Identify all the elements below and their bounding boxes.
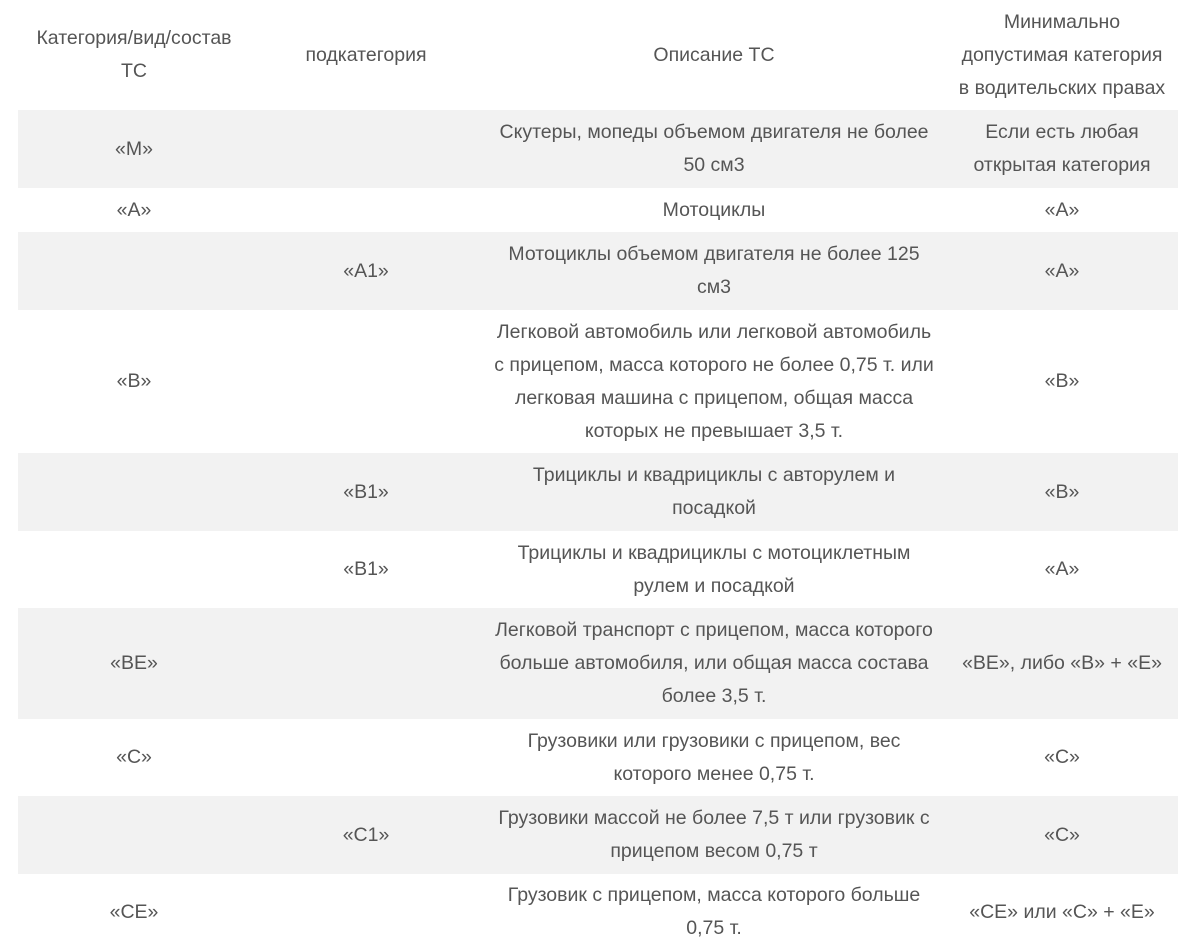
description-cell: Грузовики или грузовики с прицепом, вес которого менее 0,75 т. <box>527 729 901 785</box>
min-category-cell: «B» <box>1044 370 1080 392</box>
subcategory-cell <box>250 110 482 188</box>
category-cell: «A» <box>116 198 152 221</box>
header-description: Описание ТС <box>653 43 775 66</box>
min-category-cell: «C» <box>1044 823 1080 846</box>
min-category-cell: «BE», либо «B» + «E» <box>962 652 1162 674</box>
header-min-category: Минимально допустимая категория в водительских правах <box>958 10 1166 99</box>
category-cell: «BE» <box>110 652 158 674</box>
description-cell: Грузовик с прицепом, масса которого больше 0,75 т. <box>507 884 921 939</box>
table-header <box>18 0 1178 110</box>
subcategory-cell: «A1» <box>343 259 389 282</box>
min-category-cell: «A» <box>1044 198 1080 221</box>
header-row <box>18 0 1178 110</box>
subcategory-cell: «C1» <box>342 823 390 846</box>
table-row <box>18 232 1178 310</box>
description-cell: Легковой транспорт с прицепом, масса которого больше автомобиля, или общая масса состава более 3,5 т. <box>495 619 933 707</box>
description-cell: Грузовики массой не более 7,5 т или грузовик с прицепом весом 0,75 т <box>498 807 930 862</box>
description-cell: Мотоциклы объемом двигателя не более 125 см3 <box>508 243 920 298</box>
description-cell: Трициклы и квадрициклы с мотоциклетным рулем и посадкой <box>517 541 911 597</box>
license-categories-table <box>18 0 1178 950</box>
table-row <box>18 110 1178 188</box>
description-cell: Мотоциклы <box>662 198 766 221</box>
description-cell: Трициклы и квадрициклы с авторулем и посадкой <box>532 464 896 519</box>
category-cell <box>18 453 250 531</box>
category-cell <box>18 796 250 874</box>
table-row <box>18 310 1178 453</box>
table-row <box>18 874 1178 950</box>
category-cell: «B» <box>116 370 152 392</box>
subcategory-cell: «B1» <box>343 480 389 503</box>
category-cell: «C» <box>116 746 152 768</box>
header-category: Категория/вид/состав ТС <box>36 27 232 82</box>
category-cell <box>18 232 250 310</box>
min-category-cell: «A» <box>1044 259 1080 282</box>
subcategory-cell <box>250 874 482 950</box>
header-subcategory: подкатегория <box>305 43 427 66</box>
table-row <box>18 608 1178 719</box>
category-cell: «M» <box>115 137 153 160</box>
min-category-cell: «C» <box>1044 746 1080 768</box>
table-body <box>18 110 1178 950</box>
min-category-cell: «A» <box>1044 558 1080 580</box>
min-category-cell: «CE» или «C» + «E» <box>969 900 1155 923</box>
subcategory-cell <box>250 719 482 796</box>
table-row <box>18 453 1178 531</box>
subcategory-cell <box>250 608 482 719</box>
table-row <box>18 719 1178 796</box>
table-row <box>18 188 1178 232</box>
table-row <box>18 531 1178 608</box>
category-cell: «CE» <box>109 900 159 923</box>
min-category-cell: «B» <box>1044 480 1080 503</box>
table-row <box>18 796 1178 874</box>
subcategory-cell <box>250 310 482 453</box>
subcategory-cell <box>250 188 482 232</box>
description-cell: Скутеры, мопеды объемом двигателя не более 50 см3 <box>499 121 929 176</box>
category-cell <box>18 531 250 608</box>
description-cell: Легковой автомобиль или легковой автомобиль с прицепом, масса которого не более 0,75 т. или легковая машина с прицепом, общая масса которых не превышает 3,5 т. <box>494 320 934 442</box>
min-category-cell: Если есть любая открытая категория <box>973 121 1151 176</box>
subcategory-cell: «B1» <box>343 558 389 580</box>
